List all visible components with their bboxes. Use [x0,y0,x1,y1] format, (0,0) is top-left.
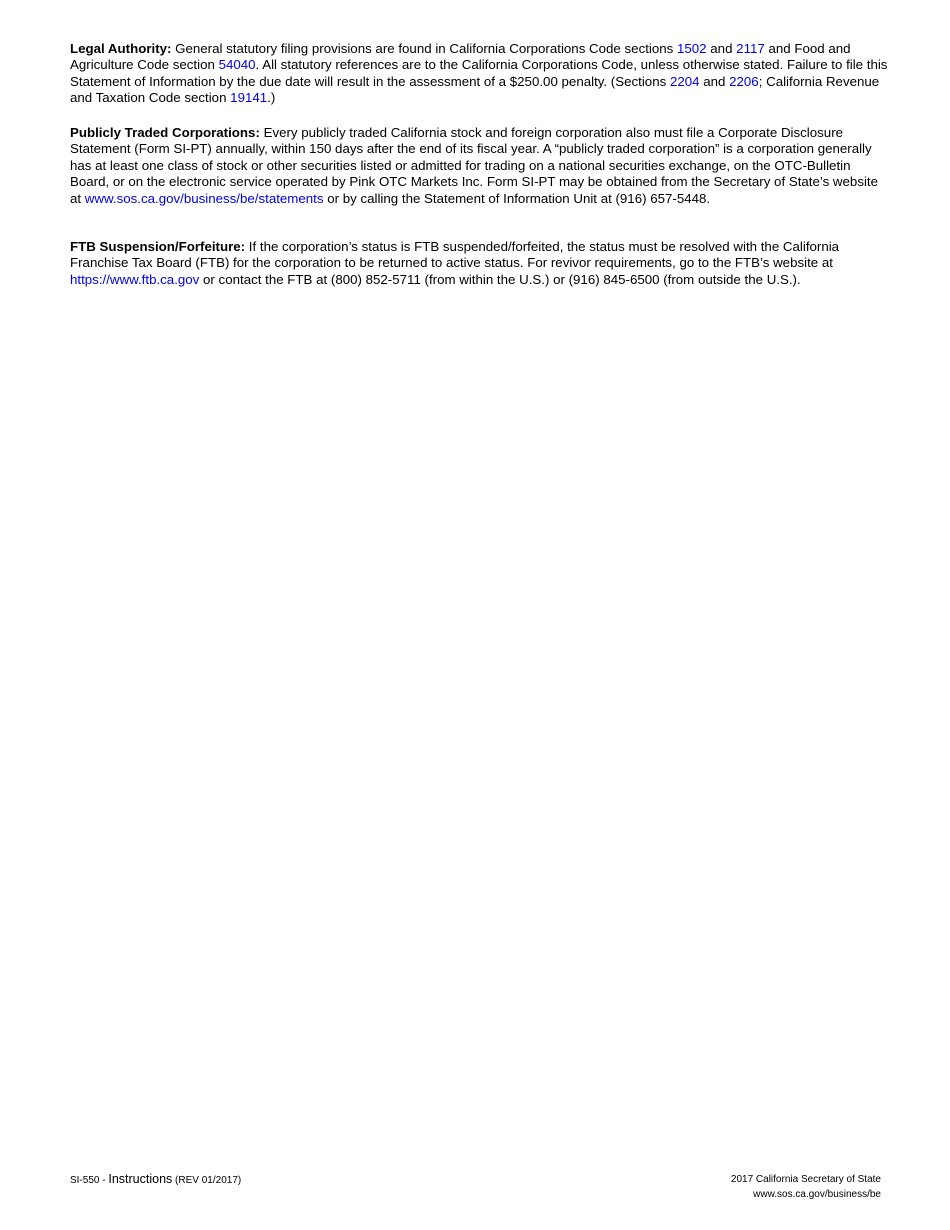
legal-text-2: and [706,41,737,56]
link-section-2206[interactable]: 2206 [729,73,759,89]
ftb-text-1: If the corporation’s status is FTB suspended/forfeited, the status must be resolved with the California Franchise Tax Board (FTB) for the corporation to be returned to active status. For revivor requirements, go to the FTB’s website at [70,239,840,271]
legal-text-3: and Food and Agriculture Code section [70,41,851,73]
footer-instructions: Instructions [108,1172,173,1186]
publicly-traded-heading: Publicly Traded Corporations: [70,125,260,140]
ftb-heading: FTB Suspension/Forfeiture: [70,239,246,254]
legal-text-6: ; California Revenue and Taxation Code section [70,73,880,106]
ftb-suspension-section [70,239,890,288]
footer-publisher [731,1173,881,1202]
link-section-54040[interactable]: 54040 [218,57,256,73]
footer-website: www.sos.ca.gov/business/be [753,1188,881,1200]
legal-text-5: and [699,73,730,89]
link-sos-statements[interactable]: www.sos.ca.gov/business/be/statements [84,190,324,206]
legal-text-1: General statutory filing provisions are found in California Corporations Code sections [171,41,677,56]
footer-revision: (REV 01/2017) [172,1175,242,1186]
link-section-1502[interactable]: 1502 [677,41,707,56]
legal-authority-heading: Legal Authority: [70,41,172,56]
publicly-traded-section [70,125,890,207]
footer-copyright: 2017 California Secretary of State [730,1174,881,1185]
legal-text-7: .) [267,90,276,106]
legal-authority-section [70,41,890,107]
legal-text-4: . All statutory references are to the California Corporations Code, unless otherwise stated. Failure to file this Statement of Information by the due date will result in the assessment of a $250.00 penalty. (Sections [70,57,888,89]
link-section-2117[interactable]: 2117 [736,41,765,56]
footer-form-number: SI-550 - [70,1175,109,1186]
link-section-19141[interactable]: 19141 [230,90,268,106]
link-section-2204[interactable]: 2204 [669,73,700,89]
link-ftb-website[interactable]: https://www.ftb.ca.gov [70,271,200,287]
publicly-traded-text-2: or by calling the Statement of Information Unit at (916) 657-5448. [323,190,711,206]
footer-form-id [70,1172,241,1188]
ftb-text-2: or contact the FTB at (800) 852-5711 (from within the U.S.) or (916) 845-6500 (from outside the U.S.). [199,271,801,287]
publicly-traded-text-1: Every publicly traded California stock and foreign corporation also must file a Corporate Disclosure Statement (Form SI-PT) annually, within 150 days after the end of its fiscal year. A “publicly traded corporation” is a corporation generally has at least one class of stock or other securities listed or admitted for trading on a national securities exchange, on the OTC-Bulletin Board, or on the electronic service operated by Pink OTC Markets Inc. Form SI-PT may be obtained from the Secretary of State’s website at [70,125,879,206]
